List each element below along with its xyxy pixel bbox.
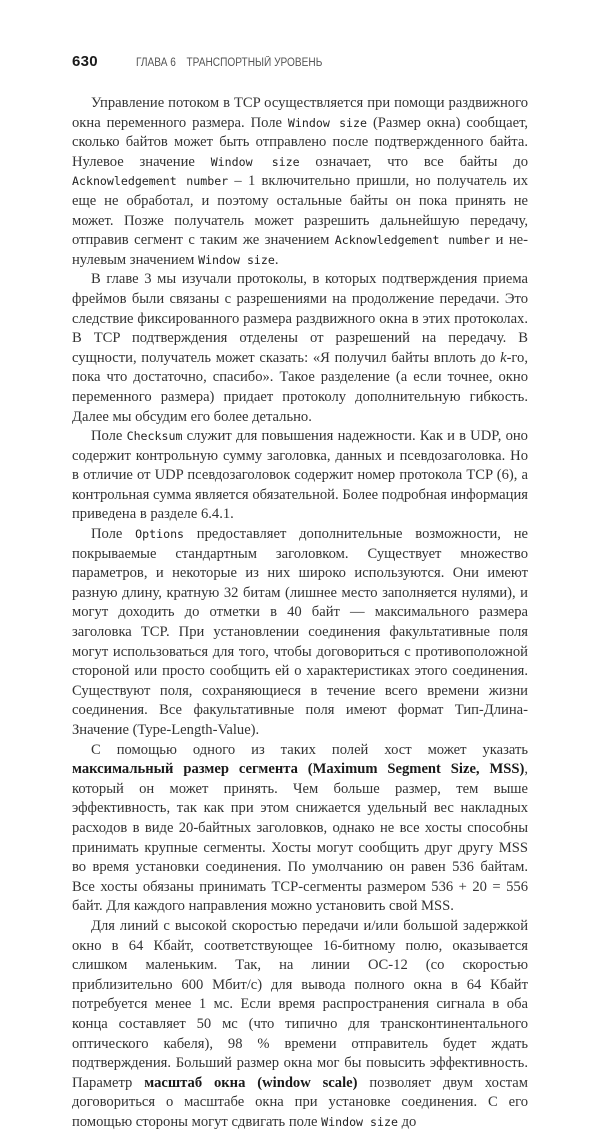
text-run: Управление потоком в TCP осуществляется при помощи раздвижного окна переменного размера. Поле — [72, 95, 528, 131]
text-run: предоставляет дополнительные возможности, не покрываемые стандартным заголовком. Существует множество параметров, и некоторые из них широко используются. Они имеют разную длину, кратную 32 битам (лишнее место заполняется нулями), и могут доходить до отметки в 40 байт — максимального размера заголовка TCP. При установлении соединения факультативные поля могут использоваться для того, чтобы договориться с противоположной стороной или просто сообщить ей о характеристиках этого соединения. Существуют поля, сохраняющиеся в течение всего времени жизни соединения. Все факультативные поля имеют формат Тип-Длина-Значение (Type-Length-Value). — [72, 526, 528, 738]
code-term: Acknowledgement number — [334, 233, 491, 248]
text-run: до — [397, 1113, 417, 1130]
text-run: и ненулевым значением — [72, 232, 528, 268]
paragraph — [72, 525, 528, 741]
text-run: позволяет двум хостам договориться о масштабе окна при установке соединения. С его помощью стороны могут сдвигать поле — [72, 1074, 528, 1130]
text-run: служит для повышения надежности. Как и в UDP, оно содержит контрольную сумму заголовка, данных и псевдозаголовка. Но в отличие от UDP псевдозаголовок содержит номер протокола TCP (6), а контрольная сумма является обязательной. Более подробная информация приведена в разделе 6.4.1. — [72, 428, 528, 523]
code-term: Acknowledgement number — [72, 174, 229, 189]
text-run: В главе 3 мы изучали протоколы, в которых подтверждения приема фреймов были связаны с разрешениями на продолжение передачи. Это следствие фиксированного размера раздвижного окна в этих протоколах. В TCP подтверждения отделены от разрешений на передачу. В сущности, получатель может сказать: «Я получил байты вплоть до — [72, 271, 528, 366]
italic-term: k — [500, 349, 507, 366]
paragraph — [72, 741, 528, 917]
paragraph — [72, 270, 528, 427]
text-run: (Размер окна) сообщает, сколько байтов может быть отправлено после подтвержденного байта. Нулевое значение — [72, 114, 528, 170]
body-text — [72, 94, 528, 1132]
bold-term: максимальный размер сегмента (Maximum Segment Size, MSS) — [72, 761, 525, 778]
text-run: – 1 включительно пришли, но получатель их еще не обработал, и поэтому остальные байты он пока принять не может. Позже получатель может разрешить дальнейшую передачу, отправив сегмент с таким же значением — [72, 173, 528, 249]
text-run: , который он может принять. Чем больше размер, тем выше эффективность, так как при этом снижается удельный вес накладных расходов в виде 20-байтных заголовков, однако не все хосты способны принимать крупные сегменты. Хосты могут сообщить друг другу MSS во время установки соединения. По умолчанию он равен 536 байтам. Все хосты обязаны принимать TCP-сегменты размером 536 + 20 = 556 байт. Для каждого направления можно установить свой MSS. — [72, 761, 528, 915]
bold-term: масштаб окна (window scale) — [144, 1074, 358, 1091]
code-term: Options — [135, 527, 185, 542]
running-header — [72, 53, 348, 73]
code-term: Window size — [198, 252, 275, 267]
text-run: . — [274, 251, 279, 268]
code-term: Window size — [287, 115, 367, 130]
text-run: Для линий с высокой скоростью передачи и/или большой задержкой окно в 64 Кбайт, соответствующее 16-битному полю, оказывается слишком маленьким. Так, на линии OC-12 (со скоростью приблизительно 600 Мбит/с) для вывода полного окна в 64 Кбайт потребуется менее 1 мс. Если время распространения сигнала в оба конца составляет 50 мс (что типично для трансконтинентального оптического кабеля), 98 % времени отправитель будет ждать подтверждения. Больший размер окна мог бы повысить эффективность. Параметр — [72, 917, 528, 1091]
text-run: Поле — [91, 526, 136, 543]
text-run: С помощью одного из таких полей хост может указать — [91, 741, 528, 758]
text-run: Поле — [91, 428, 127, 445]
chapter-label: ГЛАВА 6 — [136, 57, 176, 69]
paragraph — [72, 94, 528, 270]
code-term: Window size — [321, 1114, 398, 1129]
paragraph — [72, 427, 528, 525]
chapter-title: ТРАНСПОРТНЫЙ УРОВЕНЬ — [186, 57, 323, 69]
text-run: -го, пока что достаточно, спасибо». Такое разделение (а если точнее, окно переменного размера) придает протоколу дополнительную гибкость. Далее мы обсудим его более детально. — [72, 349, 528, 425]
code-term: Window size — [210, 154, 300, 169]
page-number: 630 — [72, 53, 98, 70]
text-run: означает, что все байты до — [299, 153, 528, 170]
chapter-heading — [136, 57, 322, 69]
code-term: Checksum — [126, 429, 183, 444]
paragraph — [72, 917, 528, 1132]
